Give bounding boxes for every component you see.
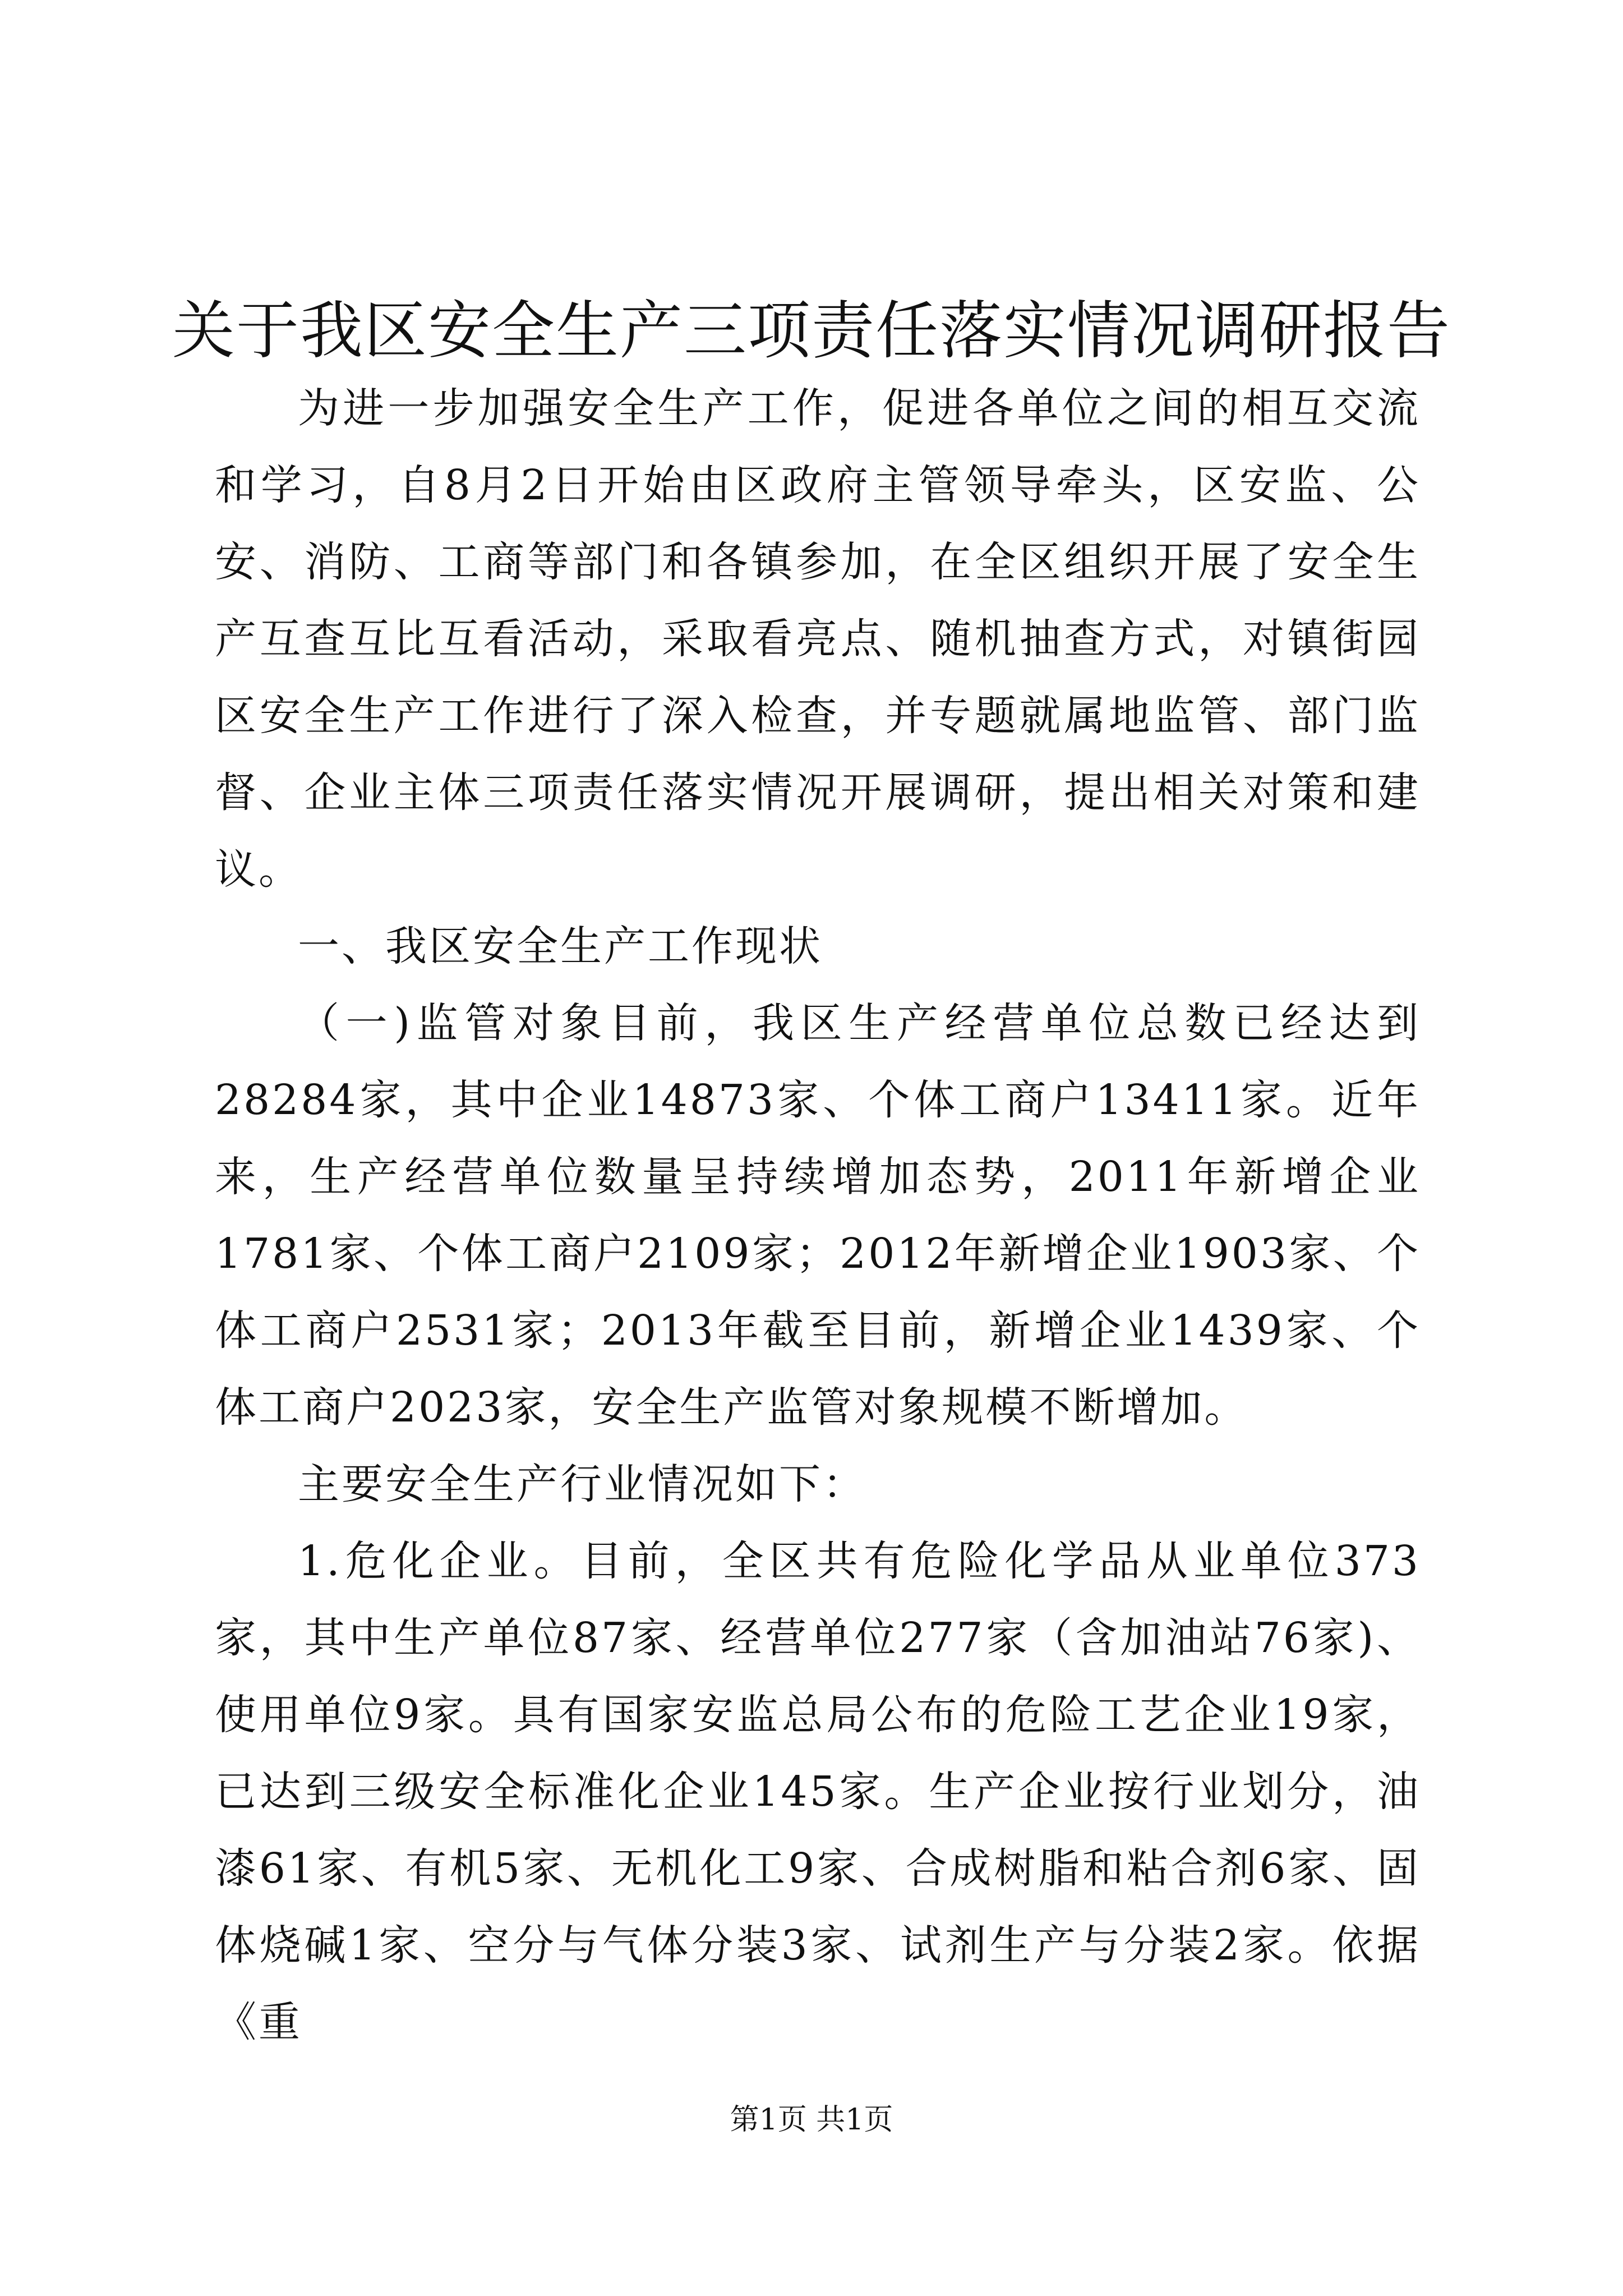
paragraph-industries-intro: 主要安全生产行业情况如下： [298, 1460, 866, 1508]
paragraph-hazardous-chemicals: 1.危化企业。目前，全区共有危险化学品从业单位373家，其中生产单位87家、经营单位277家（含加油站76家)、使用单位9家。具有国家安监总局公布的危险工艺企业19家，已达到三级安全标准化企业145家。生产企业按行业划分，油漆61家、有机5家、无机化工9家、合成树脂和粘合剂6家、固体烧碱1家、空分与气体分装3家、试剂生产与分装2家。依据《重 [215, 1537, 1421, 2046]
page-footer: 第1页 共1页 [730, 2103, 893, 2137]
paragraph-intro: 为进一步加强安全生产工作，促进各单位之间的相互交流和学习，自8月2日开始由区政府主管领导牵头，区安监、公安、消防、工商等部门和各镇参加，在全区组织开展了安全生产互查互比互看活动，采取看亮点、随机抽查方式，对镇街园区安全生产工作进行了深入检查，并专题就属地监管、部门监督、企业主体三项责任落实情况开展调研，提出相关对策和建议。 [215, 384, 1421, 894]
document-title: 关于我区安全生产三项责任落实情况调研报告 [172, 295, 1451, 367]
document-body [215, 370, 1421, 2061]
paragraph-supervision-objects: （一)监管对象目前，我区生产经营单位总数已经达到28284家，其中企业14873家、个体工商户13411家。近年来，生产经营单位数量呈持续增加态势，2011年新增企业1781家、个体工商户2109家；2012年新增企业1903家、个体工商户2531家；2013年截至目前，新增企业1439家、个体工商户2023家，安全生产监管对象规模不断增加。 [215, 999, 1421, 1432]
section-heading: 一、我区安全生产工作现状 [298, 922, 823, 970]
